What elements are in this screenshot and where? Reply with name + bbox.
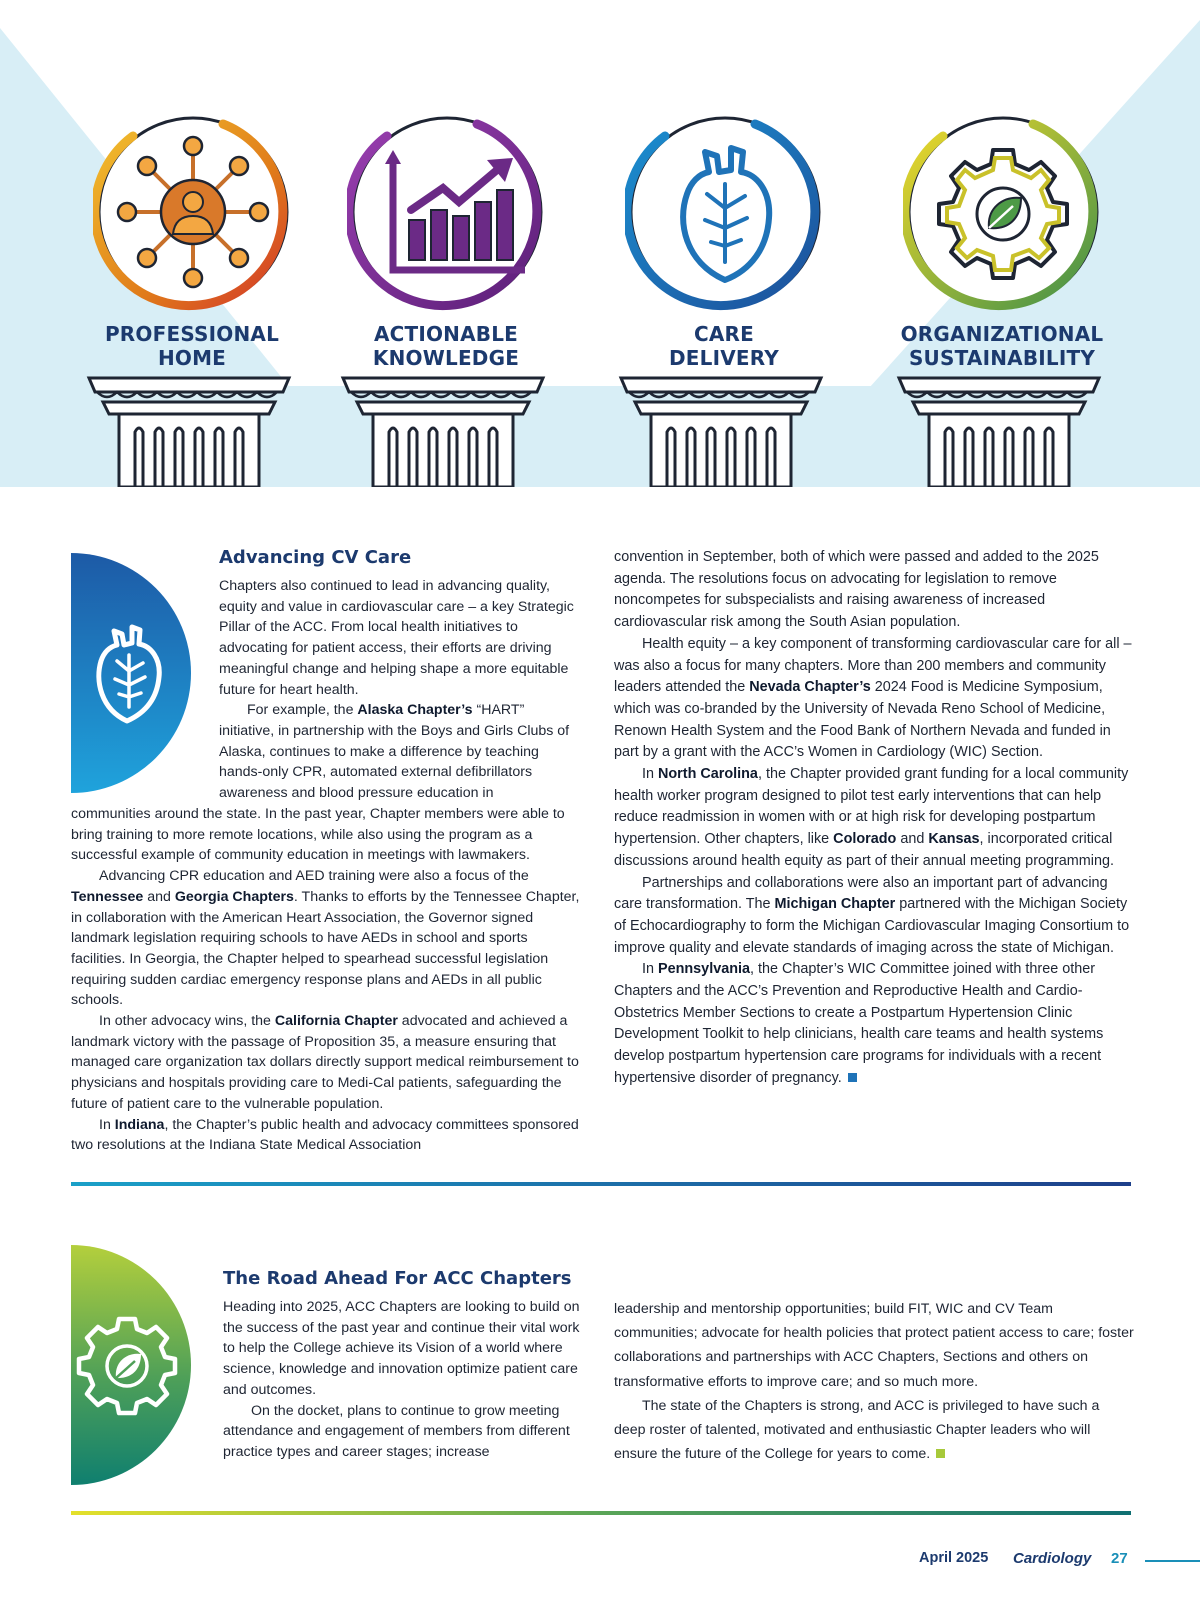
page-footer (0, 1550, 1200, 1580)
article-column (223, 1297, 583, 1463)
paragraph: In other advocacy wins, the California Chapter advocated and achieved a landmark victory with the passage of Proposition 35, a measure ensuring that managed care organization tax dollars directly support medical reimbursement to physicians and hospitals providing care to Medi-Cal patients, safeguarding the future of patient care to the vulnerable population. (71, 1013, 579, 1112)
article-column (219, 576, 581, 804)
paragraph: In Pennsylvania, the Chapter’s WIC Committee joined with three other Chapters and the ACC’s Prevention and Reproductive Health and Cardio-Obstetrics Member Sections to create a Postpartum Hypertension Clinic Development Toolkit to help clinicians, health care teams and health systems develop postpartum hypertension care programs for individuals with a recent hypertensive disorder of pregnancy. (614, 961, 1104, 1086)
pillar-title: CARE DELIVERY (669, 322, 779, 370)
magazine-title: Cardiology (1013, 1550, 1092, 1567)
issue-date: April 2025 (919, 1550, 989, 1566)
pillar-title: PROFESSIONAL HOME (104, 322, 280, 370)
pillar-organizational-sustainability (877, 0, 1117, 487)
section-divider (71, 1182, 1131, 1186)
network-person-icon (93, 112, 293, 312)
pillar-title: ACTIONABLE KNOWLEDGE (372, 322, 520, 370)
hero-banner (0, 0, 1200, 487)
paragraph: leadership and mentorship opportunities; build FIT, WIC and CV Team communities; advocate for health policies that protect patient access to care; foster collaborations and partnerships with ACC Chapters, Sections and others on transformative efforts to improve care; and so much more. (614, 1301, 1134, 1390)
paragraph: Heading into 2025, ACC Chapters are looking to build on the success of the past year and continue their vital work to help the College achieve its Vision of a world where science, knowledge and innovation optimize patient care and outcomes. (223, 1299, 580, 1398)
end-mark (936, 1449, 945, 1458)
page-number: 27 (1111, 1550, 1128, 1567)
article-column (614, 1297, 1134, 1466)
paragraph: convention in September, both of which were passed and added to the 2025 agenda. The resolutions focus on advocating for legislation to remove noncompetes for subspecialists and raising awareness of increased cardiovascular risk among the South Asian population. (614, 549, 1099, 631)
section-heading: Advancing CV Care (219, 547, 412, 568)
paragraph: The state of the Chapters is strong, and ACC is privileged to have such a deep roster of talented, motivated and enthusiastic Chapter leaders who will ensure the future of the College for years to come. (614, 1397, 1100, 1463)
section-divider (71, 1511, 1131, 1515)
paragraph: For example, the Alaska Chapter’s “HART” initiative, in partnership with the Boys and Girls Clubs of Alaska, continues to make a difference by teaching hands-only CPR, automated external defibrillators awareness and blood pressure education in (219, 702, 570, 802)
pillar-column (337, 372, 549, 487)
paragraph: In Indiana, the Chapter’s public health and advocacy committees sponsored two resolutions at the Indiana State Medical Association (71, 1116, 579, 1154)
pillar-column (615, 372, 827, 487)
pillar-column (83, 372, 295, 487)
heart-icon (625, 112, 825, 312)
section-icon-disc (71, 1245, 191, 1485)
section-icon-disc (71, 553, 191, 793)
article-column (71, 804, 583, 1156)
paragraph: On the docket, plans to continue to grow meeting attendance and engagement of members from different practice types and career stages; increase (223, 1402, 570, 1460)
paragraph: Partnerships and collaborations were also an important part of advancing care transformation. The Michigan Chapter partnered with the Michigan Society of Echocardiography to form the Michigan Cardiovascular Imaging Consortium to improve quality and elevate standards of imaging across the state of Michigan. (614, 874, 1130, 956)
pillar-title: ORGANIZATIONAL SUSTAINABILITY (900, 322, 1104, 370)
paragraph: In North Carolina, the Chapter provided grant funding for a local community health worker program designed to pilot test early interventions that can help reduce readmission in women with or at high risk for developing postpartum hypertension. Other chapters, like Colorado and Kansas, incorporated critical discussions around health equity as part of their annual meeting programming. (614, 766, 1129, 869)
bar-chart-growth-icon (347, 112, 547, 312)
paragraph: communities around the state. In the past year, Chapter members were able to bring training to more remote locations, while also using the program as a successful example of community education in meetings with lawmakers. (71, 806, 565, 864)
pillar-professional-home (67, 0, 307, 487)
section-heading: The Road Ahead For ACC Chapters (223, 1268, 572, 1289)
end-mark (848, 1073, 857, 1082)
pillar-column (893, 372, 1105, 487)
pillar-actionable-knowledge (321, 0, 561, 487)
paragraph: Health equity – a key component of transforming cardiovascular care for all – was also a focus for many chapters. More than 200 members and community leaders attended the Nevada Chapter’s 2024 Food is Medicine Symposium, which was co-branded by the University of Nevada Reno School of Medicine, Renown Health System and the Food Bank of Northern Nevada and funded in part by a grant with the ACC’s Women in Cardiology (WIC) Section. (614, 635, 1132, 761)
paragraph: Advancing CPR education and AED training were also a focus of the Tennessee and Georgia Chapters. Thanks to efforts by the Tennessee Chapter, in collaboration with the American Heart Association, the Governor signed landmark legislation requiring schools to have AEDs in school and sports facilities. In Georgia, the Chapter helped to spearhead successful legislation requiring sudden cardiac emergency response plans and AEDs in all public schools. (71, 868, 580, 1009)
gear-leaf-icon (903, 112, 1103, 312)
paragraph: Chapters also continued to lead in advancing quality, equity and value in cardiovascular care – a key Strategic Pillar of the ACC. From local health initiatives to advocating for patient access, their efforts are driving meaningful change and helping shape a more equitable future for heart health. (219, 578, 574, 698)
article-column (614, 547, 1134, 1090)
footer-rule (1145, 1560, 1200, 1562)
pillar-care-delivery (599, 0, 839, 487)
